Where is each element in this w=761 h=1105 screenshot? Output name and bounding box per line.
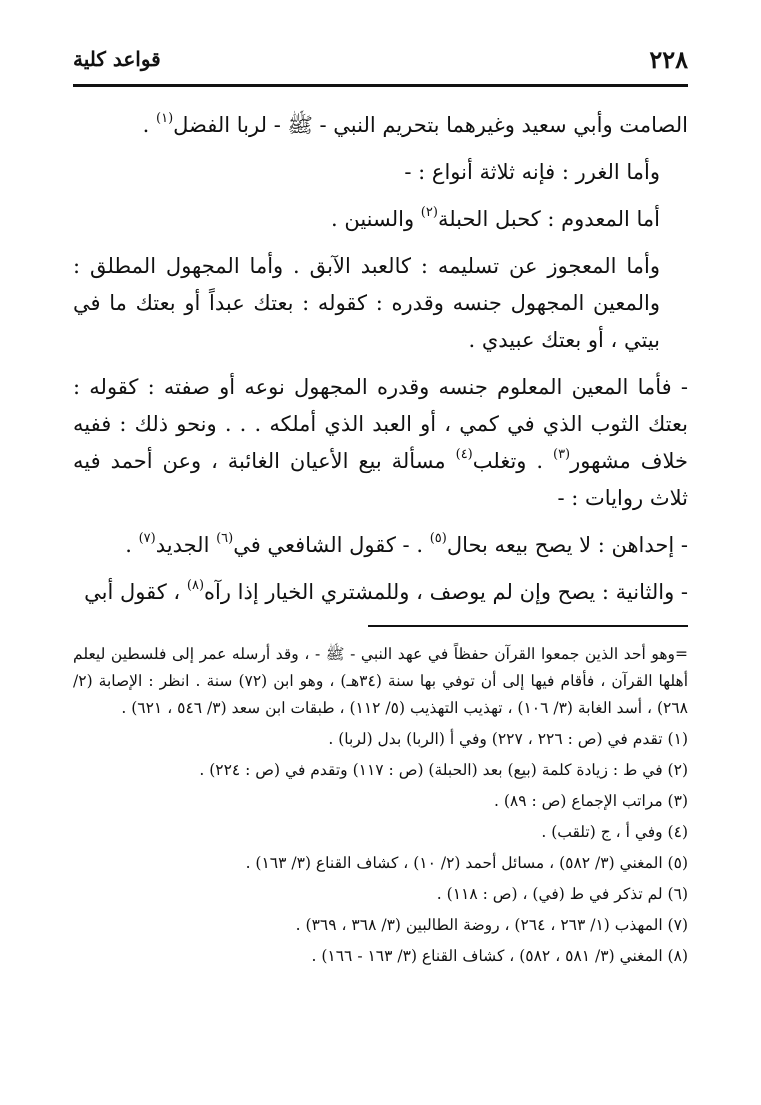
paragraph: - والثانية : يصح وإن لم يوصف ، وللمشتري الخيار إذا رآه$^{(٨)}$ ، كقول أبي (84, 578, 688, 604)
footnote: (٤) وفي أ ، ج (تلقب) . (541, 823, 688, 841)
footnote-ref: (٨) (186, 578, 205, 593)
footnote: (٧) المهذب (١/ ٢٦٣ ، ٢٦٤) ، روضة الطالبين (٣/ ٣٦٨ ، ٣٦٩) . (295, 916, 688, 934)
header-rule (73, 84, 688, 87)
paragraph: وأما الغرر : فإنه ثلاثة أنواع : - (404, 160, 660, 184)
footnote-ref: (٤) (455, 447, 473, 462)
footnote: (٦) لم تذكر في ط (في) ، (ص : ١١٨) . (436, 885, 688, 903)
footnotes (73, 641, 688, 970)
footnote: =وهو أحد الذين جمعوا القرآن حفظاً في عهد النبي - ﷺ - ، وقد أرسله عمر إلى فلسطين ليعلم أهلها القرآن ، فأقام فيها إلى أن توفي بها سنة (٣٤هـ) ، وهو ابن (٧٢) سنة . انظر : الإصابة (٢/ ٢٦٨) ، أسد الغابة (٣/ ١٠٦) ، تهذيب التهذيب (٥/ ١١٢) ، طبقات ابن سعد (٣/ ٥٤٦ ، ٦٢١) . (73, 645, 689, 717)
paragraph: الصامت وأبي سعيد وغيرهما بتحريم النبي - ﷺ - لربا الفضل$^{(١)}$ . (142, 111, 688, 137)
paragraph: أما المعدوم : كحبل الحبلة$^{(٢)}$ والسنين . (330, 205, 660, 231)
footnote-ref: (٧) (138, 531, 156, 546)
footnote: (١) تقدم في (ص : ٢٢٦ ، ٢٢٧) وفي أ (الربا) بدل (لربا) . (328, 730, 688, 748)
footnote: (٣) مراتب الإجماع (ص : ٨٩) . (494, 792, 688, 810)
main-text (73, 107, 688, 611)
footnote-ref: (١) (156, 111, 174, 126)
footnote-ref: (٥) (429, 531, 447, 546)
page-header (73, 40, 688, 78)
paragraph: - فأما المعين المعلوم جنسه وقدره المجهول نوعه أو صفته : كقوله : بعتك الثوب الذي في كمي ، أو العبد الذي أملكه . . . ونحو ذلك : ففيه خلاف مشهور$^{(٣)}$ . وتغلب$^{(٤)}$ مسألة بيع الأعيان الغائبة ، وعن أحمد فيه ثلاث روايات : - (73, 375, 688, 510)
footnote-ref: (٦) (216, 531, 234, 546)
footnote: (٥) المغني (٣/ ٥٨٢) ، مسائل أحمد (٢/ ١٠) ، كشاف القناع (٣/ ١٦٣) . (245, 854, 688, 872)
footnote-ref: (٢) (420, 205, 438, 220)
footnote: (٨) المغني (٣/ ٥٨١ ، ٥٨٢) ، كشاف القناع (٣/ ١٦٣ - ١٦٦) . (311, 947, 688, 965)
running-title: قواعد كلية (73, 47, 161, 71)
footnotes-rule (368, 625, 688, 627)
page-number: ٢٢٨ (649, 44, 688, 74)
paragraph: وأما المعجوز عن تسليمه : كالعبد الآبق . وأما المجهول المطلق : والمعين المجهول جنسه وقدره : كقوله : بعتك عبداً أو بعتك ما في بيتي ، أو بعتك عبيدي . (73, 254, 660, 352)
paragraph: - إحداهن : لا يصح بيعه بحال$^{(٥)}$ . - كقول الشافعي في$^{(٦)}$ الجديد$^{(٧)}$ . (125, 531, 688, 557)
footnote: (٢) في ط : زيادة كلمة (بيع) بعد (الحبلة) (ص : ١١٧) وتقدم في (ص : ٢٢٤) . (199, 761, 688, 779)
footnote-ref: (٣) (552, 447, 571, 462)
